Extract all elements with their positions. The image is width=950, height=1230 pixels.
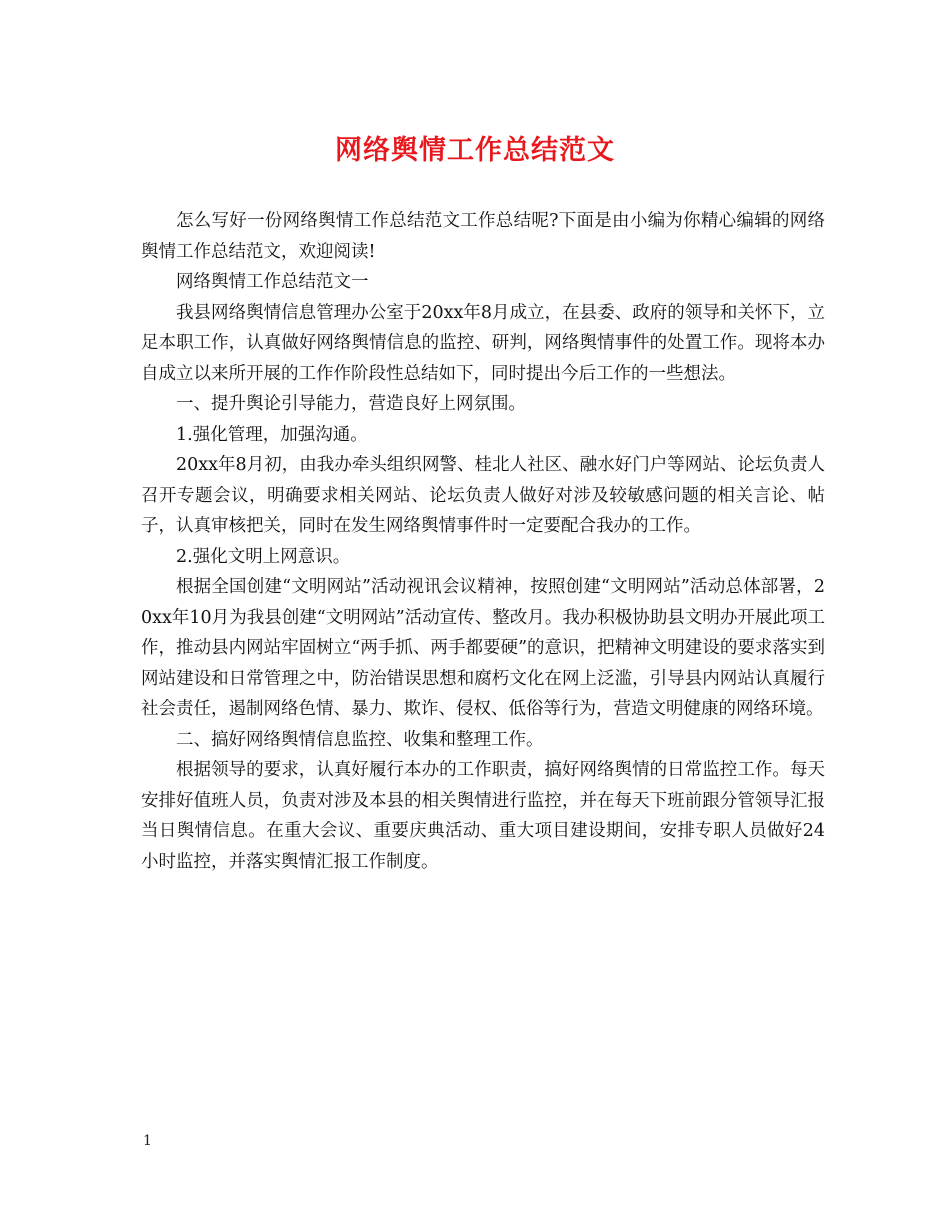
document-body: [141, 206, 825, 877]
paragraph-heading-two: 二、搞好网络舆情信息监控、收集和整理工作。: [176, 729, 544, 750]
paragraph-subheading-2: 2.强化文明上网意识。: [176, 546, 351, 567]
paragraph-civilized-website: 根据全国创建“文明网站”活动视讯会议精神，按照创建“文明网站”活动总体部署，20xx年10月为我县创建“文明网站”活动宣传、整改月。我办积极协助县文明办开展此项工作，推动县内网站牢固树立“两手抓、两手都要硬”的意识，把精神文明建设的要求落实到网站建设和日常管理之中，防治错误思想和腐朽文化在网上泛滥，引导县内网站认真履行社会责任，遏制网络色情、暴力、欺诈、侵权、低俗等行为，营造文明健康的网络环境。: [141, 577, 825, 719]
paragraph-intro: 怎么写好一份网络舆情工作总结范文工作总结呢?下面是由小编为你精心编辑的网络舆情工作总结范文，欢迎阅读!: [141, 211, 825, 262]
page-number: 1: [143, 1133, 152, 1149]
paragraph-section-heading: 网络舆情工作总结范文一: [176, 272, 369, 292]
paragraph-management-meeting: 20xx年8月初，由我办牵头组织网警、桂北人社区、融水好门户等网站、论坛负责人召开专题会议，明确要求相关网站、论坛负责人做好对涉及较敏感问题的相关言论、帖子，认真审核把关，同时在发生网络舆情事件时一定要配合我办的工作。: [141, 455, 825, 536]
paragraph-heading-one: 一、提升舆论引导能力，营造良好上网氛围。: [176, 394, 526, 414]
paragraph-monitoring-duty: 根据领导的要求，认真好履行本办的工作职责，搞好网络舆情的日常监控工作。每天安排好值班人员，负责对涉及本县的相关舆情进行监控，并在每天下班前跟分管领导汇报当日舆情信息。在重大会议、重要庆典活动、重大项目建设期间，安排专职人员做好24小时监控，并落实舆情汇报工作制度。: [141, 760, 825, 872]
document-title: 网络舆情工作总结范文: [335, 135, 615, 166]
paragraph-subheading-1: 1.强化管理，加强沟通。: [176, 424, 368, 445]
paragraph-office-overview: 我县网络舆情信息管理办公室于20xx年8月成立，在县委、政府的领导和关怀下，立足本职工作，认真做好网络舆情信息的监控、研判，网络舆情事件的处置工作。现将本办自成立以来所开展的工作作阶段性总结如下，同时提出今后工作的一些想法。: [141, 302, 825, 384]
